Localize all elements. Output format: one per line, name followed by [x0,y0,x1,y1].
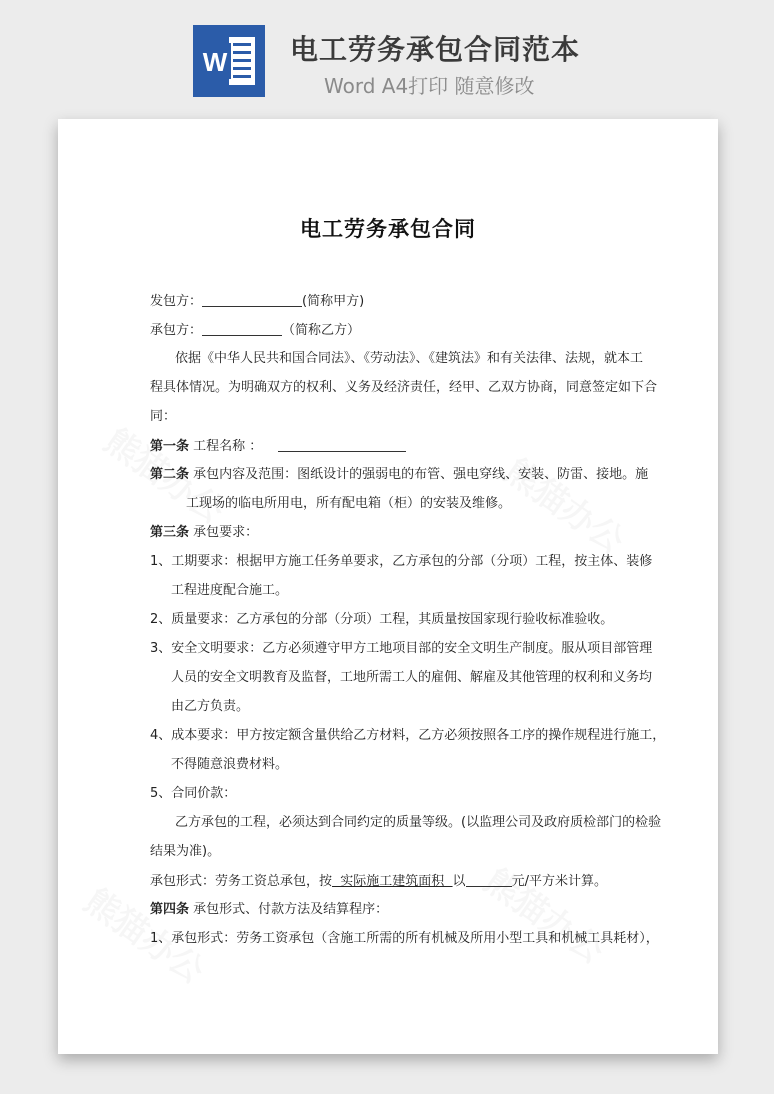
party-b-label: 承包方： [150,323,203,338]
article-4-label: 第四条 [150,902,190,917]
req-4-line-1: 4、成本要求：甲方按定额含量供给乙方材料，乙方必须按照各工序的操作规程进行施工， [150,728,666,743]
contract-form-suffix: 元/平方米计算。 [511,874,607,889]
banner-subtitle: Word A4打印 随意修改 [324,74,535,98]
contract-form-basis: 实际施工建筑面积 [332,874,453,889]
price-line-1: 乙方承包的工程，必须达到合同约定的质量等级。(以监理公司及政府质检部门的检验 [175,815,662,830]
price-line-2: 结果为准)。 [150,844,221,859]
req-4-line-2: 不得随意浪费材料。 [171,757,289,772]
article-2-label: 第二条 [150,467,190,482]
article-3-text: 承包要求： [189,525,259,540]
contract-form-line [150,872,607,891]
banner-title: 电工劳务承包合同范本 [290,33,581,66]
article-3-label: 第三条 [150,525,190,540]
req-2: 2、质量要求：乙方承包的分部（分项）工程，其质量按国家现行验收标准验收。 [150,612,614,627]
intro-line-1: 依据《中华人民共和国合同法》、《劳动法》、《建筑法》和有关法律、法规，就本工 [175,351,644,366]
req-1-line-1: 1、工期要求：根据甲方施工任务单要求，乙方承包的分部（分项）工程，按主体、装修 [150,554,653,569]
project-name-blank[interactable] [278,437,406,452]
req-5: 5、合同价款： [150,786,237,801]
party-b-blank[interactable] [202,321,282,336]
article-3 [150,524,258,542]
party-b-note: （简称乙方） [282,323,361,338]
banner [0,0,774,110]
article-4 [150,901,388,919]
article-2-cont: 工现场的临电所用电，所有配电箱（柜）的安装及维修。 [186,496,512,511]
contract-form-mid: 以 [452,874,466,889]
intro-line-3: 同： [150,409,177,424]
party-b-line [150,321,360,340]
article-2-text: 承包内容及范围：图纸设计的强弱电的布管、强电穿线、安装、防雷、接地。施 [189,467,649,482]
document-title: 电工劳务承包合同 [300,217,476,241]
unit-price-blank[interactable] [466,872,512,887]
req-3-line-1: 3、安全文明要求：乙方必须遵守甲方工地项目部的安全文明生产制度。服从项目部管理 [150,641,653,656]
payment-line-1: 1、承包形式：劳务工资承包（含施工所需的所有机械及所用小型工具和机械工具耗材）， [150,931,659,946]
req-1-line-2: 工程进度配合施工。 [171,583,289,598]
watermark [496,444,636,562]
party-a-note: (简称甲方) [302,294,365,309]
article-1 [150,437,406,456]
req-3-line-2: 人员的安全文明教育及监督，工地所需工人的雇佣、解雇及其他管理的权利和义务均 [171,670,653,685]
contract-form-prefix: 承包形式：劳务工资总承包，按 [150,874,333,889]
party-a-label: 发包方： [150,294,203,309]
party-a-blank[interactable] [202,292,302,307]
article-4-text: 承包形式、付款方法及结算程序： [189,902,389,917]
intro-line-2: 程具体情况。为明确双方的权利、义务及经济责任，经甲、乙双方协商，同意签定如下合 [150,380,658,395]
req-3-line-3: 由乙方负责。 [171,699,250,714]
word-icon [193,25,265,97]
word-icon-letter: W [202,47,228,77]
document-page [58,119,718,1054]
article-2 [150,466,648,484]
article-1-text: 工程名称 ： [189,439,267,454]
party-a-line [150,292,364,311]
article-1-label: 第一条 [150,439,190,454]
